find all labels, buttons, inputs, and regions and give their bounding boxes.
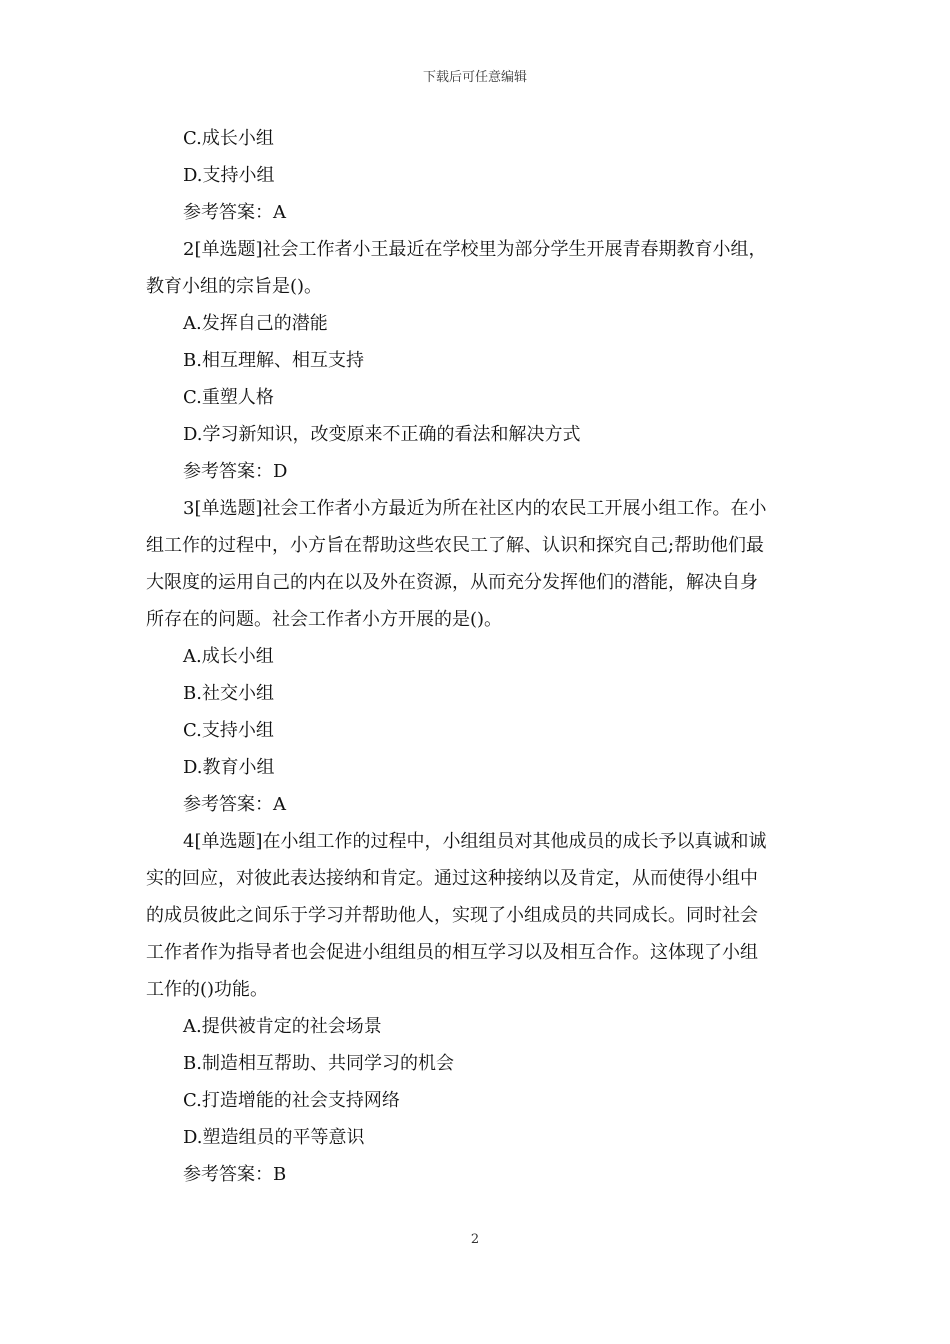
page-header-note: 下载后可任意编辑 bbox=[422, 70, 527, 85]
text-line: A.提供被肯定的社会场景 bbox=[183, 1016, 382, 1037]
text-line: D.支持小组 bbox=[183, 165, 275, 186]
text-line: D.学习新知识，改变原来不正确的看法和解决方式 bbox=[183, 424, 581, 445]
page-number: 2 bbox=[470, 1232, 480, 1247]
text-line: 大限度的运用自己的内在以及外在资源，从而充分发挥他们的潜能，解决自身 bbox=[146, 572, 758, 593]
text-line: 工作的()功能。 bbox=[146, 979, 269, 1000]
text-line: 参考答案：A bbox=[183, 794, 286, 815]
text-line: 2[单选题]社会工作者小王最近在学校里为部分学生开展青春期教育小组， bbox=[183, 239, 767, 260]
text-line: C.打造增能的社会支持网络 bbox=[183, 1090, 400, 1111]
text-line: D.塑造组员的平等意识 bbox=[183, 1127, 365, 1148]
text-line: 实的回应，对彼此表达接纳和肯定。通过这种接纳以及肯定，从而使得小组中 bbox=[146, 868, 758, 889]
text-line: 教育小组的宗旨是()。 bbox=[146, 276, 323, 297]
text-line: C.支持小组 bbox=[183, 720, 274, 741]
text-line: A.成长小组 bbox=[183, 646, 274, 667]
text-line: 参考答案：D bbox=[183, 461, 288, 482]
text-line: 参考答案：A bbox=[183, 202, 286, 223]
text-line: C.重塑人格 bbox=[183, 387, 274, 408]
text-line: 的成员彼此之间乐于学习并帮助他人，实现了小组成员的共同成长。同时社会 bbox=[146, 905, 758, 926]
text-line: B.社交小组 bbox=[183, 683, 274, 704]
text-line: 参考答案：B bbox=[183, 1164, 287, 1185]
text-line: C.成长小组 bbox=[183, 128, 274, 149]
text-line: 组工作的过程中，小方旨在帮助这些农民工了解、认识和探究自己;帮助他们最 bbox=[146, 535, 765, 556]
text-line: B.制造相互帮助、共同学习的机会 bbox=[183, 1053, 454, 1074]
text-line: 所存在的问题。社会工作者小方开展的是()。 bbox=[146, 609, 503, 630]
text-line: 工作者作为指导者也会促进小组组员的相互学习以及相互合作。这体现了小组 bbox=[146, 942, 758, 963]
text-line: 4[单选题]在小组工作的过程中，小组组员对其他成员的成长予以真诚和诚 bbox=[183, 831, 767, 852]
text-line: 3[单选题]社会工作者小方最近为所在社区内的农民工开展小组工作。在小 bbox=[183, 498, 767, 519]
text-line: A.发挥自己的潜能 bbox=[183, 313, 328, 334]
text-line: D.教育小组 bbox=[183, 757, 275, 778]
text-line: B.相互理解、相互支持 bbox=[183, 350, 364, 371]
document-body bbox=[146, 120, 806, 1193]
